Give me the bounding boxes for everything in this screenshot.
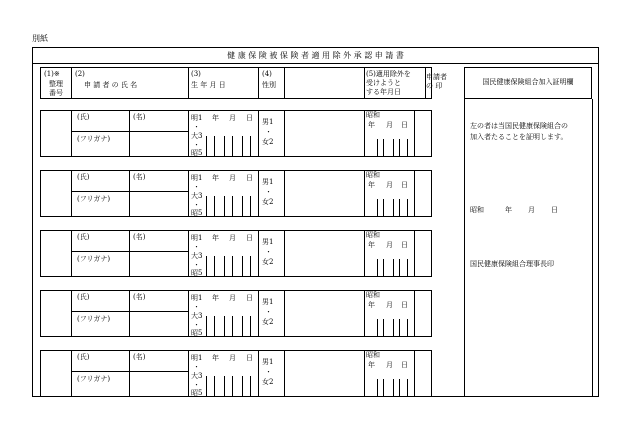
page-label: 別紙 bbox=[32, 34, 48, 43]
certificate-statement: 左の者は当国民健康保険組合の 加入者たることを証明します。 bbox=[470, 122, 568, 141]
dot: ・ bbox=[265, 128, 272, 136]
certificate-column-right bbox=[592, 99, 593, 397]
era-taisho: 大3 bbox=[191, 252, 203, 260]
given-name-label: (名) bbox=[133, 353, 146, 361]
dot: ・ bbox=[193, 363, 200, 371]
birth-month-label: 月 bbox=[229, 294, 236, 302]
era-meiji: 明1 bbox=[191, 294, 203, 302]
era-taisho: 大3 bbox=[191, 372, 203, 380]
era-meiji: 明1 bbox=[191, 354, 203, 362]
era-showa: 昭5 bbox=[191, 149, 203, 157]
col1-number: (1)※ bbox=[44, 70, 60, 78]
era-taisho: 大3 bbox=[191, 192, 203, 200]
certificate-column-left bbox=[464, 99, 465, 397]
form-frame bbox=[32, 47, 599, 397]
col1-header: 整理 番号 bbox=[49, 80, 63, 97]
exemption-day-label: 日 bbox=[401, 181, 408, 189]
exemption-day-label: 日 bbox=[401, 301, 408, 309]
exemption-year-label: 年 bbox=[368, 241, 375, 249]
surname-label: (氏) bbox=[77, 113, 90, 121]
birth-month-label: 月 bbox=[229, 234, 236, 242]
col4-number: (4) bbox=[262, 70, 272, 78]
exemption-day-label: 日 bbox=[401, 121, 408, 129]
col2-header: 申 請 者 の 氏 名 bbox=[84, 81, 138, 89]
era-showa: 昭5 bbox=[191, 209, 203, 217]
exemption-day-label: 日 bbox=[401, 361, 408, 369]
col4-header: 性別 bbox=[262, 81, 276, 89]
given-name-label: (名) bbox=[133, 173, 146, 181]
exemption-year-label: 年 bbox=[368, 121, 375, 129]
sex-female: 女2 bbox=[262, 378, 274, 386]
exemption-month-label: 月 bbox=[386, 181, 393, 189]
col2-number: (2) bbox=[75, 70, 85, 78]
form-title: 健 康 保 険 被 保 険 者 適 用 除 外 承 認 申 請 書 bbox=[227, 51, 404, 60]
dot: ・ bbox=[193, 381, 200, 389]
era-showa: 昭5 bbox=[191, 389, 203, 397]
dot: ・ bbox=[193, 303, 200, 311]
exemption-era: 昭和 bbox=[366, 171, 380, 179]
sex-male: 男1 bbox=[262, 358, 274, 366]
birth-year-label: 年 bbox=[212, 174, 219, 182]
col3-number: (3) bbox=[191, 70, 201, 78]
given-name-label: (名) bbox=[133, 293, 146, 301]
sex-male: 男1 bbox=[262, 118, 274, 126]
exemption-era: 昭和 bbox=[366, 351, 380, 359]
surname-label: (氏) bbox=[77, 293, 90, 301]
dot: ・ bbox=[193, 141, 200, 149]
title-divider bbox=[32, 63, 599, 64]
certificate-date-month: 月 bbox=[528, 206, 535, 214]
birth-day-label: 日 bbox=[246, 294, 253, 302]
dot: ・ bbox=[193, 261, 200, 269]
given-name-label: (名) bbox=[133, 233, 146, 241]
exemption-month-label: 月 bbox=[386, 241, 393, 249]
exemption-month-label: 月 bbox=[386, 301, 393, 309]
era-taisho: 大3 bbox=[191, 132, 203, 140]
birth-year-label: 年 bbox=[212, 294, 219, 302]
surname-label: (氏) bbox=[77, 173, 90, 181]
exemption-month-label: 月 bbox=[386, 361, 393, 369]
birth-day-label: 日 bbox=[246, 114, 253, 122]
dot: ・ bbox=[265, 188, 272, 196]
dot: ・ bbox=[193, 321, 200, 329]
col5-header: (5)適用除外を 受けようと する年月日 bbox=[366, 70, 411, 96]
birth-month-label: 月 bbox=[229, 114, 236, 122]
furigana-label: (フリガナ) bbox=[77, 375, 111, 383]
exemption-month-label: 月 bbox=[386, 121, 393, 129]
exemption-year-label: 年 bbox=[368, 181, 375, 189]
dot: ・ bbox=[265, 248, 272, 256]
surname-label: (氏) bbox=[77, 233, 90, 241]
certificate-date-era: 昭和 bbox=[470, 206, 484, 214]
given-name-label: (名) bbox=[133, 113, 146, 121]
furigana-label: (フリガナ) bbox=[77, 135, 111, 143]
dot: ・ bbox=[265, 308, 272, 316]
era-showa: 昭5 bbox=[191, 329, 203, 337]
furigana-label: (フリガナ) bbox=[77, 315, 111, 323]
sex-male: 男1 bbox=[262, 298, 274, 306]
birth-month-label: 月 bbox=[229, 354, 236, 362]
certificate-date-year: 年 bbox=[505, 206, 512, 214]
birth-year-label: 年 bbox=[212, 114, 219, 122]
surname-label: (氏) bbox=[77, 353, 90, 361]
birth-year-label: 年 bbox=[212, 234, 219, 242]
furigana-label: (フリガナ) bbox=[77, 195, 111, 203]
sex-female: 女2 bbox=[262, 198, 274, 206]
sex-male: 男1 bbox=[262, 178, 274, 186]
sex-female: 女2 bbox=[262, 138, 274, 146]
certificate-signer: 国民健康保険組合理事長印 bbox=[470, 260, 554, 268]
sex-male: 男1 bbox=[262, 238, 274, 246]
col6-header: 申請者 の 印 bbox=[426, 73, 447, 90]
exemption-era: 昭和 bbox=[366, 111, 380, 119]
birth-day-label: 日 bbox=[246, 354, 253, 362]
birth-month-label: 月 bbox=[229, 174, 236, 182]
dot: ・ bbox=[265, 368, 272, 376]
dot: ・ bbox=[193, 183, 200, 191]
era-showa: 昭5 bbox=[191, 269, 203, 277]
exemption-year-label: 年 bbox=[368, 301, 375, 309]
era-meiji: 明1 bbox=[191, 174, 203, 182]
exemption-year-label: 年 bbox=[368, 361, 375, 369]
furigana-label: (フリガナ) bbox=[77, 255, 111, 263]
era-taisho: 大3 bbox=[191, 312, 203, 320]
birth-day-label: 日 bbox=[246, 234, 253, 242]
era-meiji: 明1 bbox=[191, 234, 203, 242]
certificate-header: 国民健康保険組合加入証明欄 bbox=[482, 78, 574, 86]
col3-header: 生 年 月 日 bbox=[191, 81, 226, 89]
sex-female: 女2 bbox=[262, 318, 274, 326]
dot: ・ bbox=[193, 243, 200, 251]
birth-year-label: 年 bbox=[212, 354, 219, 362]
dot: ・ bbox=[193, 201, 200, 209]
exemption-era: 昭和 bbox=[366, 291, 380, 299]
sex-female: 女2 bbox=[262, 258, 274, 266]
dot: ・ bbox=[193, 123, 200, 131]
exemption-era: 昭和 bbox=[366, 231, 380, 239]
exemption-day-label: 日 bbox=[401, 241, 408, 249]
certificate-date-day: 日 bbox=[551, 206, 558, 214]
era-meiji: 明1 bbox=[191, 114, 203, 122]
birth-day-label: 日 bbox=[246, 174, 253, 182]
